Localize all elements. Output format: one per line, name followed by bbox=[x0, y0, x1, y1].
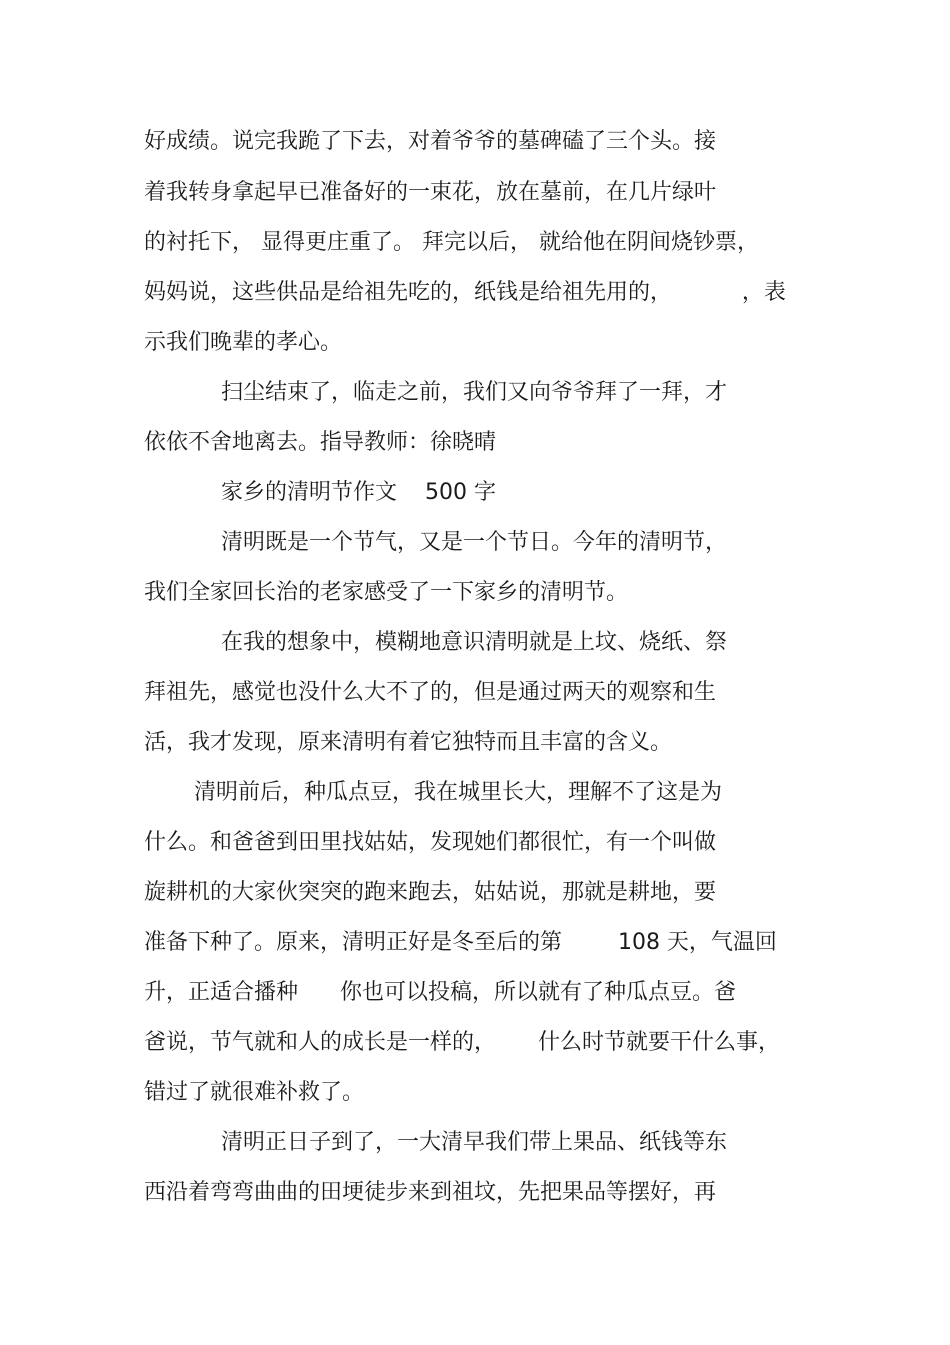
text-line: 妈妈说，这些供品是给祖先吃的，纸钱是给祖先用的， ，表 bbox=[144, 280, 786, 305]
text-line: 活，我才发现，原来清明有着它独特而且丰富的含义。 bbox=[144, 730, 673, 755]
text-line: 什么。和爸爸到田里找姑姑，发现她们都很忙，有一个叫做 bbox=[144, 830, 717, 855]
text-line: 准备下种了。原来，清明正好是冬至后的第 108 天，气温回 bbox=[144, 930, 777, 955]
text-line: 爸说，节气就和人的成长是一样的， 什么时节就要干什么事， bbox=[144, 1030, 780, 1055]
text-line: 在我的想象中，模糊地意识清明就是上坟、烧纸、祭 bbox=[221, 630, 728, 655]
text-line: 依依不舍地离去。指导教师：徐晓晴 bbox=[144, 430, 497, 455]
text-line: 旋耕机的大家伙突突的跑来跑去，姑姑说，那就是耕地，要 bbox=[144, 880, 717, 905]
text-line: 示我们晚辈的孝心。 bbox=[144, 330, 343, 355]
text-line: 错过了就很难补救了。 bbox=[144, 1080, 365, 1105]
text-line: 着我转身拿起早已准备好的一束花，放在墓前，在几片绿叶 bbox=[144, 180, 717, 205]
text-line: 扫尘结束了，临走之前，我们又向爷爷拜了一拜，才 bbox=[221, 380, 728, 405]
text-line: 西沿着弯弯曲曲的田埂徒步来到祖坟，先把果品等摆好，再 bbox=[144, 1180, 717, 1205]
text-line: 清明前后，种瓜点豆，我在城里长大，理解不了这是为 bbox=[194, 780, 723, 805]
text-line: 清明正日子到了，一大清早我们带上果品、纸钱等东 bbox=[221, 1130, 728, 1155]
text-line: 拜祖先，感觉也没什么大不了的，但是通过两天的观察和生 bbox=[144, 680, 717, 705]
text-line: 的衬托下， 显得更庄重了。 拜完以后， 就给他在阴间烧钞票， bbox=[144, 230, 759, 255]
text-line: 我们全家回长治的老家感受了一下家乡的清明节。 bbox=[144, 580, 629, 605]
section-title: 家乡的清明节作文 500 字 bbox=[221, 480, 496, 505]
text-line: 好成绩。说完我跪了下去，对着爷爷的墓碑磕了三个头。接 bbox=[144, 129, 717, 154]
text-line: 清明既是一个节气，又是一个节日。今年的清明节， bbox=[221, 530, 728, 555]
text-line: 升，正适合播种 你也可以投稿，所以就有了种瓜点豆。爸 bbox=[144, 980, 736, 1005]
